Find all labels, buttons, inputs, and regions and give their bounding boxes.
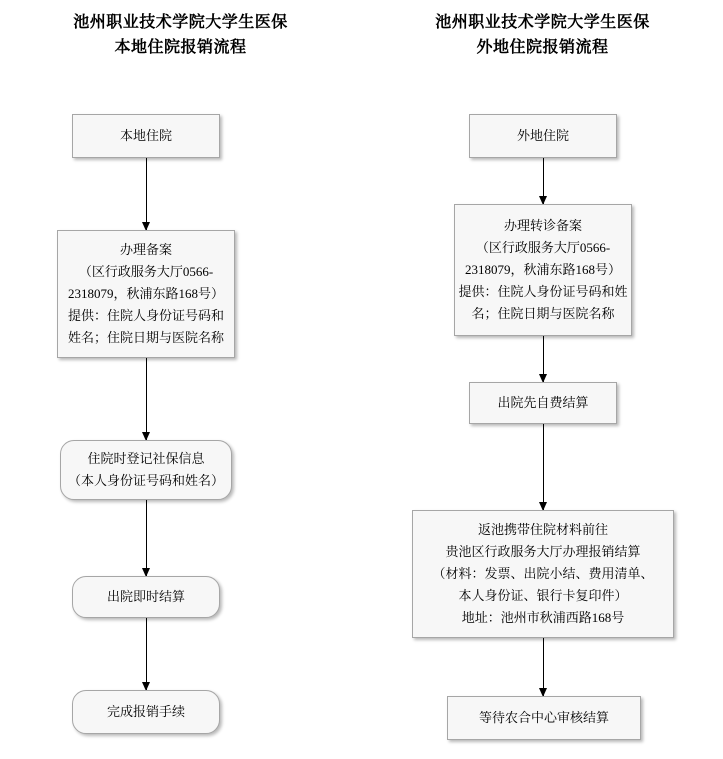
right-arrow-2 xyxy=(543,336,544,382)
left-node-filing[interactable] xyxy=(57,230,235,358)
right-node-2-line-3: 2318079，秋浦东路168号） xyxy=(464,262,621,277)
left-node-2-line-2: （区行政服务大厅0566- xyxy=(78,264,214,279)
right-node-4-line-2: 贵池区行政服务大厅办理报销结算 xyxy=(445,544,641,559)
right-node-await-audit[interactable] xyxy=(447,696,641,740)
right-node-3-line-1: 出院先自费结算 xyxy=(497,395,589,410)
right-node-2-line-5: 名；住院日期与医院名称 xyxy=(471,306,615,321)
right-node-self-pay-settlement[interactable] xyxy=(469,382,617,424)
left-node-2-line-4: 提供：住院人身份证号码和 xyxy=(67,308,224,323)
left-flowchart-column xyxy=(0,0,361,759)
right-node-5-line-1: 等待农合中心审核结算 xyxy=(478,710,609,725)
left-arrow-3 xyxy=(146,500,147,576)
right-arrow-1 xyxy=(543,158,544,204)
right-node-2-line-1: 办理转诊备案 xyxy=(503,218,582,233)
right-node-return-materials[interactable] xyxy=(412,510,674,638)
left-node-complete-reimbursement[interactable] xyxy=(72,690,220,734)
right-node-nonlocal-hospitalization[interactable] xyxy=(469,114,617,158)
left-node-2-line-5: 姓名；住院日期与医院名称 xyxy=(67,330,224,345)
right-node-2-line-4: 提供：住院人身份证号码和姓 xyxy=(458,284,628,299)
right-node-4-line-5: 地址：池州市秋浦西路168号 xyxy=(461,610,625,625)
left-arrow-4 xyxy=(146,618,147,690)
left-node-instant-settlement[interactable] xyxy=(72,576,220,618)
right-arrow-3 xyxy=(543,424,544,510)
left-chart-title xyxy=(0,10,361,60)
right-node-4-line-3: （材料：发票、出院小结、费用清单、 xyxy=(432,566,654,581)
left-node-5-line-1: 完成报销手续 xyxy=(106,704,185,719)
right-node-4-line-4: 本人身份证、银行卡复印件） xyxy=(458,588,628,603)
left-node-4-line-1: 出院即时结算 xyxy=(106,589,185,604)
left-node-3-line-2: （本人身份证号码和姓名） xyxy=(67,473,224,488)
left-node-2-line-1: 办理备案 xyxy=(119,242,172,257)
right-arrow-4 xyxy=(543,638,544,696)
left-chart-title-line-1: 池州职业技术学院大学生医保 xyxy=(73,14,288,31)
left-arrow-1 xyxy=(146,158,147,230)
right-flowchart-column xyxy=(362,0,723,759)
left-node-register-social-security[interactable] xyxy=(60,440,232,500)
left-node-2-line-3: 2318079，秋浦东路168号） xyxy=(67,286,224,301)
right-node-2-line-2: （区行政服务大厅0566- xyxy=(475,240,611,255)
right-node-1-line-1: 外地住院 xyxy=(516,128,569,143)
left-node-3-line-1: 住院时登记社保信息 xyxy=(87,451,205,466)
right-node-4-line-1: 返池携带住院材料前往 xyxy=(477,522,608,537)
left-arrow-2 xyxy=(146,358,147,440)
left-node-1-line-1: 本地住院 xyxy=(119,128,172,143)
left-chart-title-line-2: 本地住院报销流程 xyxy=(114,39,247,56)
right-chart-title xyxy=(362,10,723,60)
right-chart-title-line-1: 池州职业技术学院大学生医保 xyxy=(435,14,650,31)
right-chart-title-line-2: 外地住院报销流程 xyxy=(476,39,609,56)
right-node-referral-filing[interactable] xyxy=(454,204,632,336)
left-node-local-hospitalization[interactable] xyxy=(72,114,220,158)
